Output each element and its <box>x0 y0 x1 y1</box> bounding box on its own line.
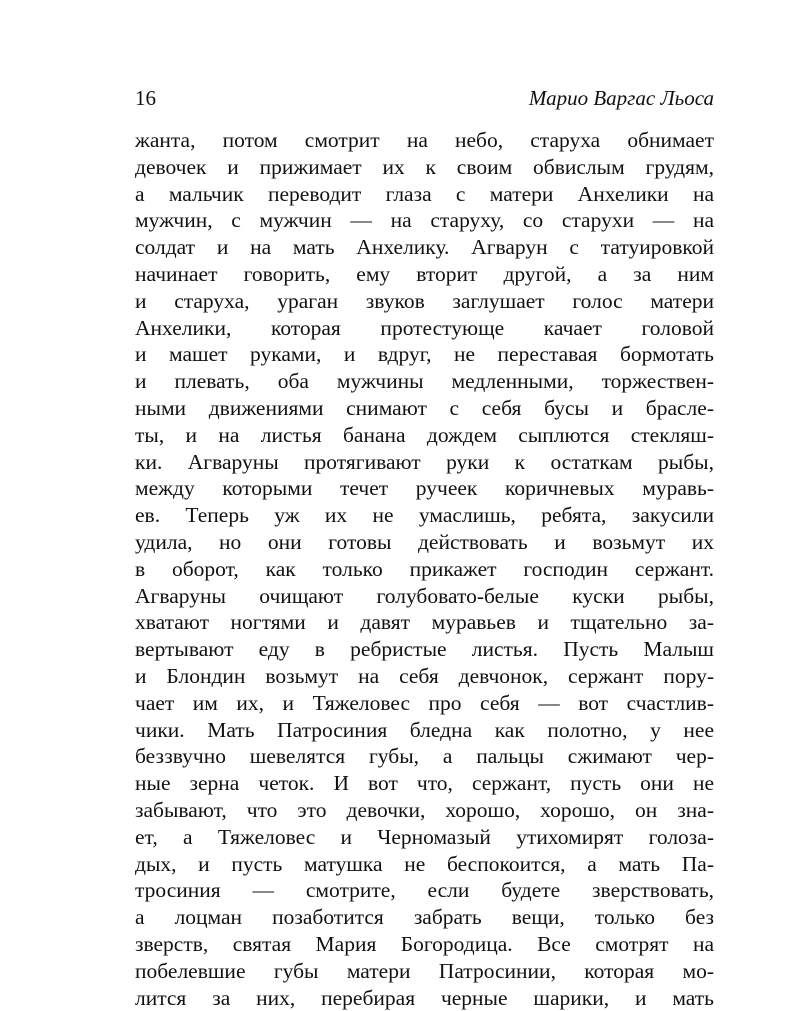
text-line: беззвучно шевелятся губы, а пальцы сжимают чер- <box>135 743 714 770</box>
text-line: тросиния — смотрите, если будете зверствовать, <box>135 877 714 904</box>
text-line: солдат и на мать Анхелику. Агварун с татуировкой <box>135 234 714 261</box>
text-line: лится за них, перебирая черные шарики, и мать <box>135 985 714 1011</box>
text-line: в оборот, как только прикажет господин сержант. <box>135 556 714 583</box>
text-line: зверств, святая Мария Богородица. Все смотрят на <box>135 931 714 958</box>
text-line: чает им их, и Тяжеловес про себя — вот счастлив- <box>135 690 714 717</box>
text-line: и машет руками, и вдруг, не переставая бормотать <box>135 341 714 368</box>
running-title: Марио Варгас Льоса <box>529 84 714 112</box>
text-line: ет, а Тяжеловес и Черномазый утихомирят голоза- <box>135 824 714 851</box>
text-line: чики. Мать Патросиния бледна как полотно, у нее <box>135 717 714 744</box>
text-line: Агваруны очищают голубовато-белые куски рыбы, <box>135 583 714 610</box>
text-line: мужчин, с мужчин — на старуху, со старухи — на <box>135 207 714 234</box>
text-line: и Блондин возьмут на себя девчонок, сержант пору- <box>135 663 714 690</box>
text-line: хватают ногтями и давят муравьев и тщательно за- <box>135 609 714 636</box>
page-number: 16 <box>135 84 156 112</box>
text-line: и плевать, оба мужчины медленными, торжествен- <box>135 368 714 395</box>
text-line: дых, и пусть матушка не беспокоится, а мать Па- <box>135 851 714 878</box>
text-line: ты, и на листья банана дождем сыплются стекляш- <box>135 422 714 449</box>
body-text <box>135 127 714 1011</box>
text-line: и старуха, ураган звуков заглушает голос матери <box>135 288 714 315</box>
text-line: ев. Теперь уж их не умаслишь, ребята, закусили <box>135 502 714 529</box>
text-line: ки. Агваруны протягивают руки к остаткам рыбы, <box>135 449 714 476</box>
text-line: девочек и прижимает их к своим обвислым грудям, <box>135 154 714 181</box>
text-line: удила, но они готовы действовать и возьмут их <box>135 529 714 556</box>
text-line: забывают, что это девочки, хорошо, хорошо, он зна- <box>135 797 714 824</box>
text-line: вертывают еду в ребристые листья. Пусть Малыш <box>135 636 714 663</box>
text-line: начинает говорить, ему вторит другой, а за ним <box>135 261 714 288</box>
text-line: между которыми течет ручеек коричневых муравь- <box>135 475 714 502</box>
text-line: побелевшие губы матери Патросинии, которая мо- <box>135 958 714 985</box>
running-head <box>135 84 714 112</box>
text-line: а мальчик переводит глаза с матери Анхелики на <box>135 181 714 208</box>
text-line: а лоцман позаботится забрать вещи, только без <box>135 904 714 931</box>
text-line: жанта, потом смотрит на небо, старуха обнимает <box>135 127 714 154</box>
text-line: ными движениями снимают с себя бусы и брасле- <box>135 395 714 422</box>
text-line: ные зерна четок. И вот что, сержант, пусть они не <box>135 770 714 797</box>
text-line: Анхелики, которая протестующе качает головой <box>135 315 714 342</box>
